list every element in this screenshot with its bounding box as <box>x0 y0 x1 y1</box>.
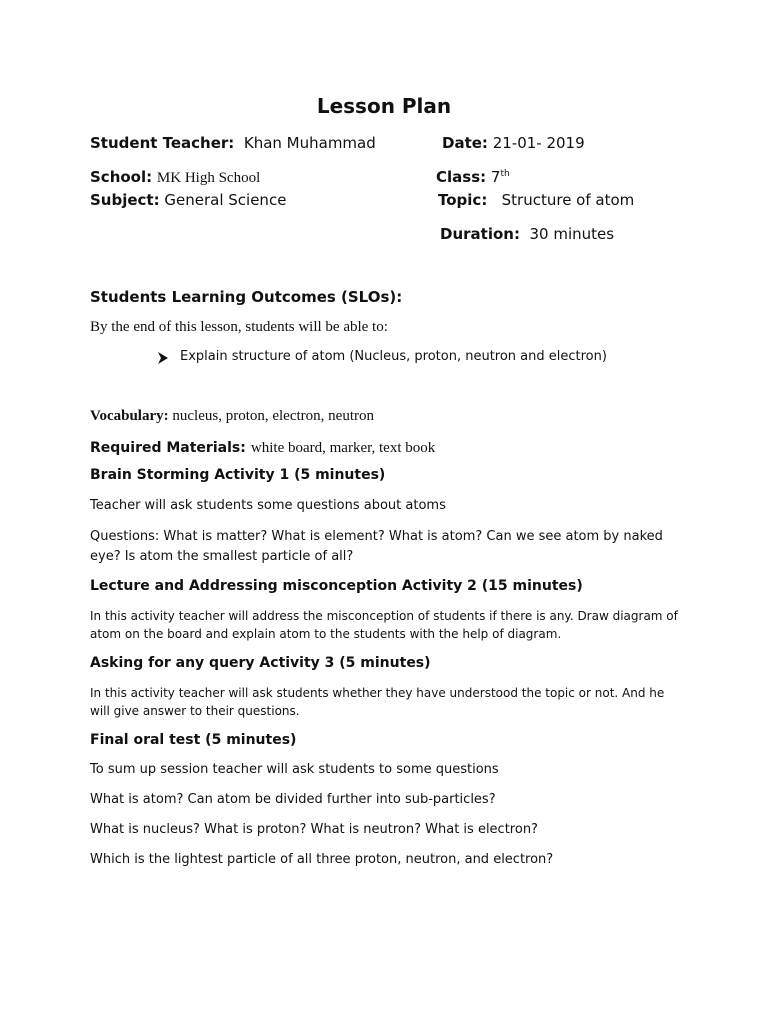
duration-label: Duration: <box>440 225 520 243</box>
materials-value: white board, marker, text book <box>250 440 436 456</box>
activity3-heading: Asking for any query Activity 3 (5 minutes) <box>90 655 431 671</box>
materials-label: Required Materials: <box>90 440 246 456</box>
materials-row <box>90 437 435 457</box>
final-test-heading: Final oral test (5 minutes) <box>90 732 297 748</box>
date-row <box>442 134 585 152</box>
page-title: Lesson Plan <box>316 94 452 118</box>
topic-label: Topic: <box>438 191 488 209</box>
class-value: 7 <box>490 168 501 186</box>
activity1-line1: Teacher will ask students some questions about atoms <box>90 498 446 513</box>
slo-intro: By the end of this lesson, students will be able to: <box>90 319 388 335</box>
slo-bullet-icon <box>158 349 168 368</box>
activity1-questions: Questions: What is matter? What is element? What is atom? Can we see atom by naked eye? Is atom the smallest particle of all? <box>90 529 663 564</box>
vocabulary-value: nucleus, proton, electron, neutron <box>172 408 374 424</box>
activity2-heading: Lecture and Addressing misconception Activity 2 (15 minutes) <box>90 578 583 594</box>
student-teacher-row <box>90 134 376 152</box>
subject-value: General Science <box>164 191 287 209</box>
slo-bullet-text: Explain structure of atom (Nucleus, proton, neutron and electron) <box>180 349 607 364</box>
vocabulary-label: Vocabulary: <box>90 408 169 424</box>
final-test-line: What is nucleus? What is proton? What is neutron? What is electron? <box>90 822 538 837</box>
student-teacher-label: Student Teacher: <box>90 134 235 152</box>
duration-value: 30 minutes <box>529 225 615 243</box>
final-test-line: To sum up session teacher will ask students to some questions <box>90 762 499 777</box>
final-test-line: What is atom? Can atom be divided further into sub-particles? <box>90 792 496 807</box>
student-teacher-value: Khan Muhammad <box>243 134 376 152</box>
date-label: Date: <box>442 134 488 152</box>
final-test-line: Which is the lightest particle of all three proton, neutron, and electron? <box>90 852 554 867</box>
vocabulary-row <box>90 408 374 425</box>
school-label: School: <box>90 168 153 186</box>
activity2-text: In this activity teacher will address the misconception of students if there is any. Draw diagram of atom on the board and explain atom to the students with the help of diagram. <box>90 609 678 641</box>
activity1-heading: Brain Storming Activity 1 (5 minutes) <box>90 467 386 483</box>
class-row <box>436 168 510 186</box>
class-label: Class: <box>436 168 487 186</box>
activity3-text: In this activity teacher will ask students whether they have understood the topic or not. And he will give answer to their questions. <box>90 686 665 718</box>
class-superscript: th <box>500 169 510 179</box>
date-value: 21-01- 2019 <box>492 134 585 152</box>
topic-value: Structure of atom <box>501 191 635 209</box>
topic-row <box>438 191 634 209</box>
duration-row <box>440 225 614 243</box>
slo-heading: Students Learning Outcomes (SLOs): <box>90 288 403 306</box>
subject-row <box>90 191 286 209</box>
school-value: MK High School <box>156 170 261 186</box>
subject-label: Subject: <box>90 191 160 209</box>
school-row <box>90 168 260 187</box>
